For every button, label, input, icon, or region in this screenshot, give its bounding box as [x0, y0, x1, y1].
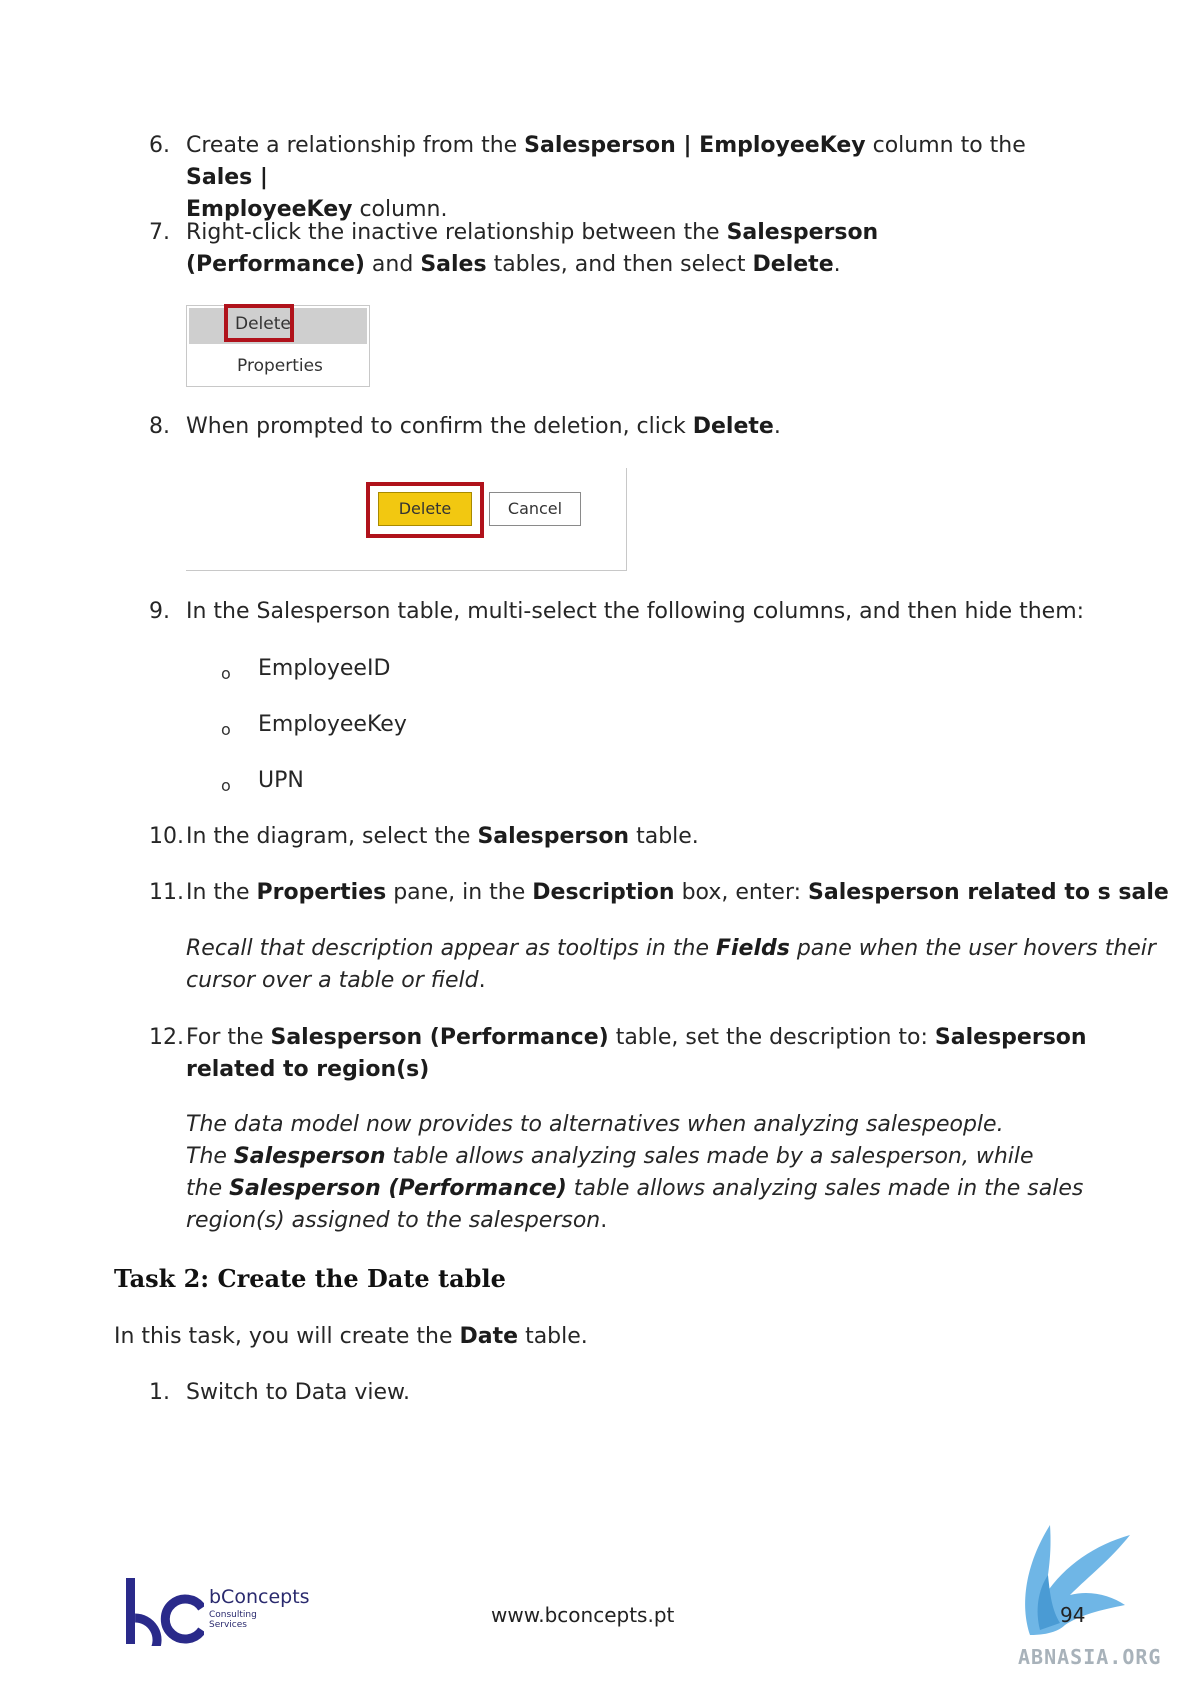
step-number: 8.	[149, 414, 170, 439]
context-menu-properties-item[interactable]: Properties	[237, 356, 323, 376]
confirm-dialog-screenshot	[186, 468, 627, 571]
context-menu-screenshot	[186, 305, 370, 387]
bullet-icon: o	[221, 720, 231, 739]
brand-subtitle: Consulting Services	[209, 1610, 257, 1630]
note-11: Recall that description appear as tooltips in the Fields pane when the user hovers their cursor over a table or field.	[186, 936, 1156, 993]
bconcepts-logo-icon	[126, 1578, 204, 1646]
task2-step-1-text: Switch to Data view.	[186, 1380, 410, 1405]
step-number: 1.	[149, 1380, 170, 1405]
step-number: 7.	[149, 220, 170, 245]
step-number: 9.	[149, 599, 170, 624]
step-number: 10.	[149, 824, 184, 849]
list-item: EmployeeID	[258, 656, 391, 681]
context-menu-delete-item[interactable]: Delete	[235, 314, 291, 334]
list-item: EmployeeKey	[258, 712, 407, 737]
step-number: 12.	[149, 1025, 184, 1050]
step-11-text: In the Properties pane, in the Description box, enter: Salesperson related to s sale	[186, 880, 1169, 905]
brand-name: bConcepts	[209, 1586, 310, 1608]
section-heading: Task 2: Create the Date table	[114, 1264, 506, 1293]
dialog-delete-button[interactable]: Delete	[378, 492, 472, 526]
bullet-icon: o	[221, 776, 231, 795]
step-8-text: When prompted to confirm the deletion, click Delete.	[186, 414, 781, 439]
highlight-box	[366, 482, 484, 538]
note-12: The data model now provides to alternatives when analyzing salespeople. The Salesperson table allows analyzing sales made by a salesperson, while the Salesperson (Performance) table allows analyzing sales made in the sales region(s) assigned to the salesperson.	[186, 1112, 1084, 1233]
list-item: UPN	[258, 768, 304, 793]
step-7-text: Right-click the inactive relationship between the Salesperson (Performance) and Sales tables, and then select Delete.	[186, 220, 879, 277]
highlight-box	[224, 304, 294, 342]
step-number: 11.	[149, 880, 184, 905]
step-10-text: In the diagram, select the Salesperson table.	[186, 824, 699, 849]
page-number: 94	[1060, 1603, 1086, 1627]
task2-intro: In this task, you will create the Date table.	[114, 1324, 588, 1349]
step-12-text: For the Salesperson (Performance) table, set the description to: Salesperson related to region(s)	[186, 1025, 1087, 1082]
bullet-icon: o	[221, 664, 231, 683]
step-6-text: Create a relationship from the Salesperson | EmployeeKey column to the Sales | EmployeeKey column.	[186, 133, 1026, 222]
watermark: ABNASIA.ORG	[1018, 1645, 1162, 1669]
step-9-text: In the Salesperson table, multi-select the following columns, and then hide them:	[186, 599, 1085, 624]
footer-url: www.bconcepts.pt	[491, 1603, 675, 1627]
step-number: 6.	[149, 133, 170, 158]
dialog-cancel-button[interactable]: Cancel	[489, 492, 581, 526]
